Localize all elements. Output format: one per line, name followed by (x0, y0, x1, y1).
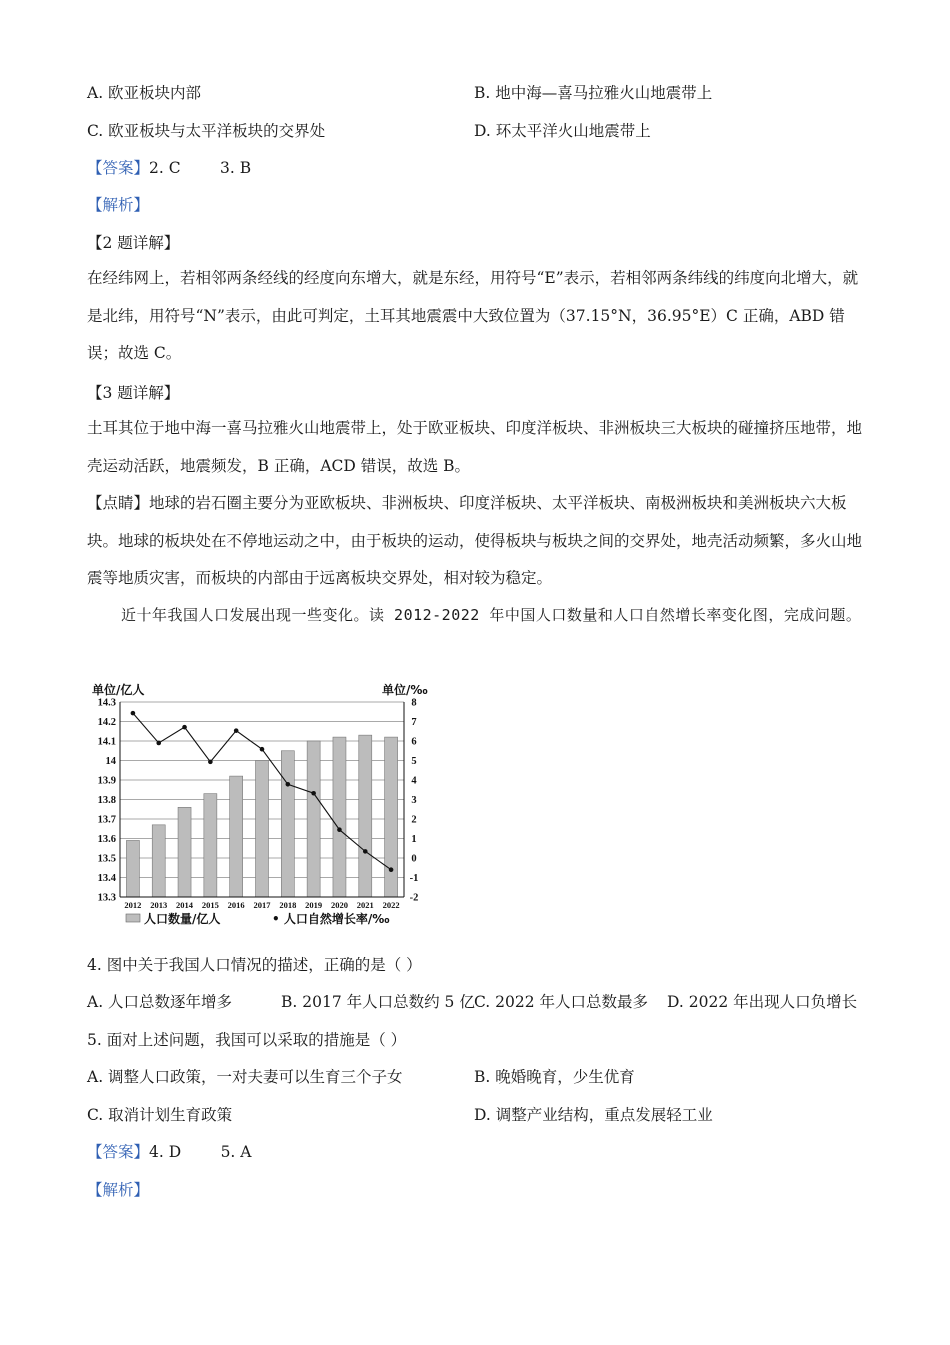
growth-rate-point (234, 728, 239, 733)
population-bar (333, 737, 346, 897)
option-b: B. 地中海—喜马拉雅火山地震带上 (474, 84, 713, 102)
growth-rate-point (389, 867, 394, 872)
left-tick-label: 14 (105, 756, 116, 767)
analysis-tag: 【解析】 (87, 196, 150, 214)
population-bar (230, 776, 243, 897)
left-tick-label: 14.1 (97, 736, 116, 748)
population-bar (152, 825, 165, 897)
left-tick-label: 13.7 (97, 814, 116, 826)
material-intro: 近十年我国人口发展出现一些变化。读 2012-2022 年中国人口数量和人口自然增长率变化图，完成问题。 (121, 606, 862, 624)
answer-tag: 【答案】 (87, 159, 150, 177)
dianjing-text: 地球的岩石圈主要分为亚欧板块、非洲板块、印度洋板块、太平洋板块、南极洲板块和美洲板块六大板块。地球的板块处在不停地运动之中，由于板块的运动，使得板块与板块之间的交界处，地壳活动频繁，多火山地震等地质灾害，而板块的内部由于远离板块交界处，相对较为稳定。 (87, 494, 863, 587)
left-tick-label: 14.2 (97, 717, 116, 728)
q4-stem: 4. 图中关于我国人口情况的描述，正确的是（ ） (87, 956, 422, 974)
q5-option-b: B. 晚婚晚育，少生优育 (474, 1068, 635, 1086)
population-bar (385, 737, 398, 897)
right-tick-label: 8 (411, 697, 417, 709)
q5-option-a: A. 调整人口政策，一对夫妻可以生育三个子女 (87, 1068, 403, 1086)
population-bar (307, 741, 320, 897)
q4-option-d: D. 2022 年出现人口负增长 (667, 993, 858, 1011)
right-tick-label: 5 (411, 756, 417, 767)
analysis-tag-2: 【解析】 (87, 1181, 150, 1199)
x-tick-label: 2021 (356, 900, 374, 910)
answer-text: 2. C 3. B (149, 159, 252, 177)
left-tick-label: 13.9 (97, 775, 116, 787)
q5-option-d: D. 调整产业结构，重点发展轻工业 (474, 1106, 713, 1124)
left-axis-unit: 单位/亿人 (92, 683, 145, 697)
x-tick-label: 2016 (227, 900, 245, 910)
right-tick-label: -1 (409, 873, 419, 884)
option-a: A. 欧亚板块内部 (87, 84, 202, 102)
left-tick-label: 13.3 (97, 892, 116, 904)
dianjing-tag: 【点睛】 (87, 494, 150, 512)
x-tick-label: 2014 (176, 900, 194, 910)
q2-detail-heading: 【2 题详解】 (87, 234, 180, 252)
dianjing-paragraph (87, 485, 862, 598)
right-tick-label: 4 (411, 775, 417, 787)
population-bar (256, 761, 269, 898)
right-tick-label: 2 (411, 814, 417, 826)
left-tick-label: 13.4 (97, 873, 116, 884)
growth-rate-point (131, 711, 136, 716)
legend-line-label: • 人口自然增长率/‰ (272, 912, 390, 926)
population-bars (126, 735, 397, 897)
growth-rate-point (311, 791, 316, 796)
left-tick-label: 14.3 (97, 697, 116, 709)
right-axis-unit: 单位/‰ (382, 683, 428, 697)
population-bar (359, 735, 372, 897)
x-tick-label: 2015 (201, 900, 219, 910)
legend-bar-swatch (126, 914, 140, 922)
answer-text-2: 4. D 5. A (149, 1143, 252, 1161)
q5-stem: 5. 面对上述问题，我国可以采取的措施是（ ） (87, 1031, 407, 1049)
x-tick-label: 2013 (150, 900, 168, 910)
x-tick-label: 2018 (279, 900, 297, 910)
right-tick-label: 7 (411, 717, 417, 728)
x-tick-label: 2017 (253, 900, 271, 910)
x-tick-label: 2020 (330, 900, 348, 910)
left-tick-label: 13.8 (97, 795, 116, 806)
right-tick-label: 1 (411, 834, 417, 845)
population-bar (281, 751, 294, 897)
growth-rate-point (337, 827, 342, 832)
q5-option-c: C. 取消计划生育政策 (87, 1106, 233, 1124)
growth-rate-point (208, 760, 213, 765)
population-bar (204, 794, 217, 897)
left-tick-label: 13.5 (97, 853, 116, 865)
q3-detail-body: 土耳其位于地中海一喜马拉雅火山地震带上，处于欧亚板块、印度洋板块、非洲板块三大板块的碰撞挤压地带，地壳运动活跃，地震频发，B 正确，ACD 错误，故选 B。 (87, 419, 863, 475)
population-bar (126, 840, 139, 897)
right-tick-label: 0 (411, 853, 417, 865)
right-tick-label: -2 (409, 892, 419, 904)
q3-detail-heading: 【3 题详解】 (87, 384, 180, 402)
x-tick-label: 2019 (305, 900, 323, 910)
population-bar (178, 807, 191, 897)
answer-line-2 (87, 1140, 251, 1162)
growth-rate-point (363, 849, 368, 854)
left-tick-label: 13.6 (97, 834, 116, 845)
q4-option-b: B. 2017 年人口总数约 5 亿 (281, 993, 475, 1011)
answer-line (87, 156, 251, 178)
legend-bar-label: 人口数量/亿人 (144, 912, 221, 926)
option-c: C. 欧亚板块与太平洋板块的交界处 (87, 122, 326, 140)
growth-rate-point (260, 747, 265, 752)
option-d: D. 环太平洋火山地震带上 (474, 122, 651, 140)
right-tick-label: 3 (411, 795, 417, 806)
q4-option-c: C. 2022 年人口总数最多 (474, 993, 649, 1011)
growth-rate-point (286, 782, 291, 787)
growth-rate-point (156, 741, 161, 746)
q2-detail-body: 在经纬网上，若相邻两条经线的经度向东增大，就是东经，用符号“E”表示，若相邻两条纬线的纬度向北增大，就是北纬，用符号“N”表示，由此可判定，土耳其地震震中大致位置为（37.15°N，36.95°E）C 正确，ABD 错误；故选 C。 (87, 269, 859, 362)
x-tick-label: 2022 (382, 900, 400, 910)
x-tick-label: 2012 (124, 900, 142, 910)
answer-tag-2: 【答案】 (87, 1143, 150, 1161)
growth-rate-point (182, 725, 187, 730)
q4-option-a: A. 人口总数逐年增多 (87, 993, 233, 1011)
population-chart (86, 680, 446, 932)
right-tick-label: 6 (411, 736, 417, 748)
